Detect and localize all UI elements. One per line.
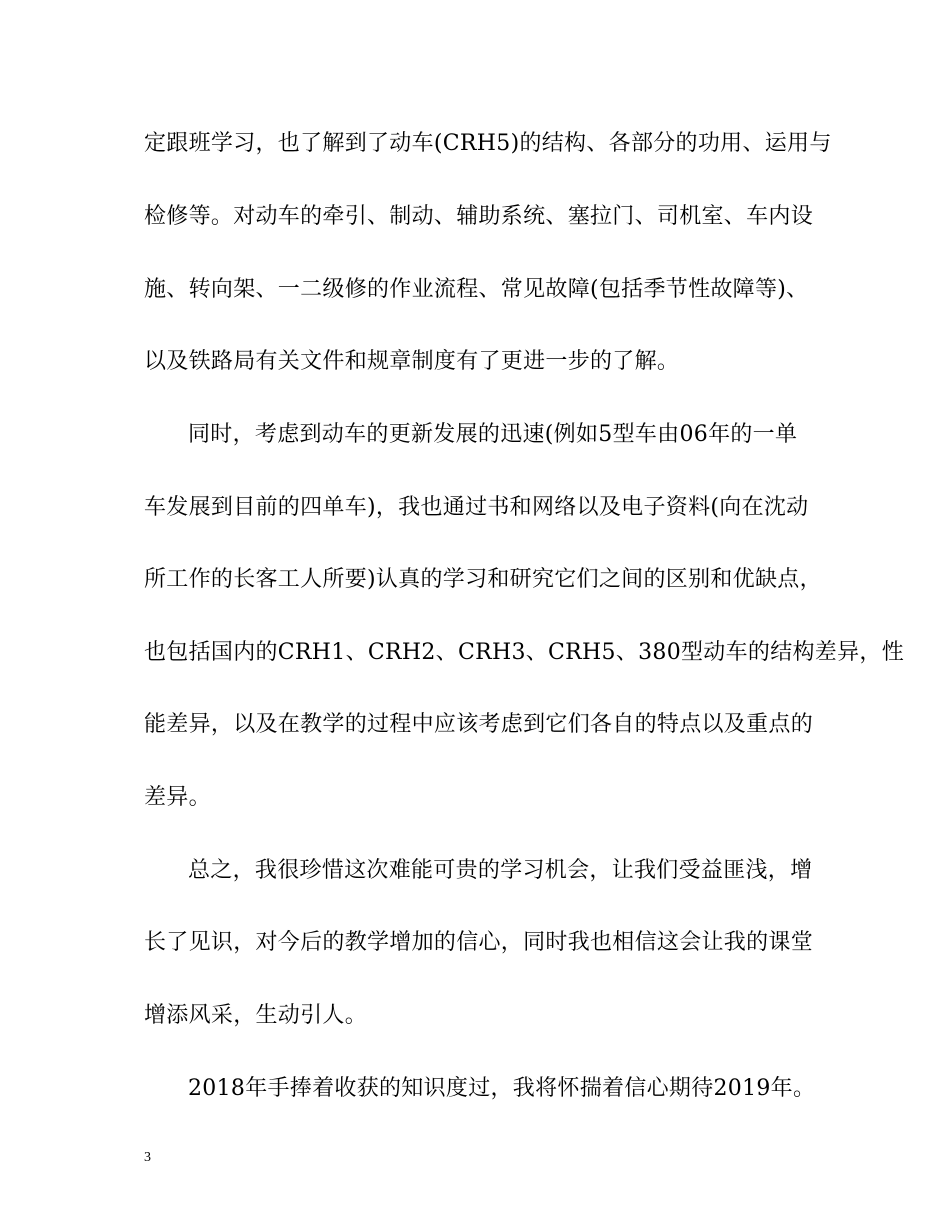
paragraph-first-line: 同时，考虑到动车的更新发展的迅速(例如5型车由06年的一单 [188, 422, 798, 447]
body-text-line: 能差异，以及在教学的过程中应该考虑到它们各自的特点以及重点的 [144, 712, 814, 737]
body-text-line: 施、转向架、一二级修的作业流程、常见故障(包括季节性故障等)、 [144, 277, 809, 302]
paragraph-first-line: 总之，我很珍惜这次难能可贵的学习机会，让我们受益匪浅，增 [188, 858, 813, 883]
body-text-line: 检修等。对动车的牵引、制动、辅助系统、塞拉门、司机室、车内设 [144, 204, 814, 229]
body-text-line: 车发展到目前的四单车)，我也通过书和网络以及电子资料(向在沈动 [144, 495, 809, 520]
body-text-line: 差异。 [144, 785, 211, 810]
body-text-line: 以及铁路局有关文件和规章制度有了更进一步的了解。 [144, 349, 680, 374]
body-text-line: 也包括国内的CRH1、CRH2、CRH3、CRH5、380型动车的结构差异，性 [144, 640, 905, 665]
body-text-line: 所工作的长客工人所要)认真的学习和研究它们之间的区别和优缺点， [144, 567, 822, 592]
page-number: 3 [144, 1150, 151, 1165]
body-text-line: 定跟班学习，也了解到了动车(CRH5)的结构、各部分的功用、运用与 [144, 131, 832, 156]
body-text-line: 增添风采，生动引人。 [144, 1003, 368, 1028]
paragraph-first-line: 2018年手捧着收获的知识度过，我将怀揣着信心期待2019年。 [188, 1076, 816, 1101]
body-text-line: 长了见识，对今后的教学增加的信心，同时我也相信这会让我的课堂 [144, 930, 814, 955]
